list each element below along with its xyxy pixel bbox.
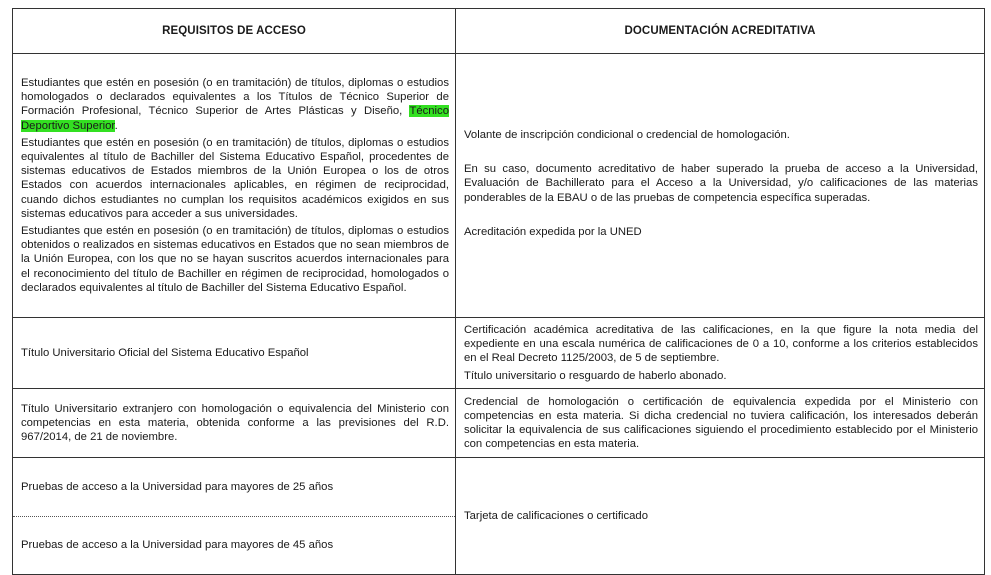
documentation-paragraph: Credencial de homologación o certificación de equivalencia expedida por el Ministerio con competencias en esta materia. Si dicha credencial no tuviera calificación, los interesados deberán solicitar la equivalencia de sus calificaciones siguiendo el procedimiento establecido por el Ministerio con competencias en esta materia. [464, 395, 978, 451]
table-row [13, 389, 985, 458]
documentation-paragraph: En su caso, documento acreditativo de haber superado la prueba de acceso a la Universidad, Evaluación de Bachillerato para el Acceso a la Universidad, y/o calificaciones de las materias ponderables de la EBAU o de las pruebas de competencia específica superadas. [464, 163, 978, 204]
requirement-text: Estudiantes que estén en posesión (o en tramitación) de títulos, diplomas o estudios homologados o declarados equivalentes a los Títulos de Técnico Superior de Formación Profesional, Técnico Superior de Artes Plásticas y Diseño, [21, 76, 449, 118]
access-requirements-table [12, 8, 985, 575]
requirements-cell [13, 54, 456, 318]
header-row [13, 9, 985, 54]
header-documentacion: DOCUMENTACIÓN ACREDITATIVA [456, 9, 985, 54]
documentation-cell [456, 389, 985, 458]
documentation-cell [456, 458, 985, 575]
documentation-paragraph: Volante de inscripción condicional o credencial de homologación. [464, 128, 790, 141]
documentation-cell [456, 318, 985, 389]
documentation-paragraph: Acreditación expedida por la UNED [464, 225, 642, 238]
table-row [13, 54, 985, 318]
documentation-cell [456, 54, 985, 318]
table-row [13, 318, 985, 389]
requirement-text-end: . [114, 119, 118, 132]
requirement-paragraph [21, 76, 449, 133]
requirement-paragraph: Estudiantes que estén en posesión (o en tramitación) de títulos, diplomas o estudios equivalentes al título de Bachiller del Sistema Educativo Español, procedentes de sistemas educativos de Estados miembros de la Unión Europea o los de otros Estados con acuerdos internacionales aplicables, en régimen de reciprocidad, cuando dichos estudiantes no cumplan los requisitos académicos exigidos en sus sistemas educativos para acceder a sus universidades. [21, 136, 449, 220]
requirement-paragraph: Estudiantes que estén en posesión (o en tramitación) de títulos, diplomas o estudios obtenidos o realizados en sistemas educativos en Estados que no sean miembros de la Unión Europea, con los que no se hayan suscritos acuerdos internacionales para el reconocimiento del título de Bachiller en régimen de reciprocidad, homologados o declarados equivalentes al título de Bachiller del Sistema Educativo Español. [21, 225, 449, 294]
header-requisitos: REQUISITOS DE ACCESO [13, 9, 456, 54]
requirement-paragraph: Título Universitario extranjero con homologación o equivalencia del Ministerio con competencias en esta materia, obtenida conforme a las previsiones del R.D. 967/2014, de 21 de noviembre. [21, 402, 449, 444]
requirements-cell [13, 458, 456, 575]
documentation-paragraph: Tarjeta de calificaciones o certificado [464, 509, 648, 522]
documentation-paragraph: Título universitario o resguardo de haberlo abonado. [464, 370, 727, 383]
highlighted-text: Técnico Deportivo Superior [21, 105, 449, 132]
table-row [13, 458, 985, 575]
requirements-cell [13, 318, 456, 389]
requirements-cell [13, 389, 456, 458]
requirement-paragraph: Título Universitario Oficial del Sistema Educativo Español [21, 346, 309, 359]
requirement-25-years: Pruebas de acceso a la Universidad para mayores de 25 años [13, 459, 455, 517]
documentation-paragraph: Certificación académica acreditativa de las calificaciones, en la que figure la nota media del expediente en una escala numérica de calificaciones de 0 a 10, conforme a los criterios establecidos en el Real Decreto 1125/2003, de 5 de septiembre. [464, 323, 978, 364]
requirement-45-years: Pruebas de acceso a la Universidad para mayores de 45 años [21, 538, 334, 551]
